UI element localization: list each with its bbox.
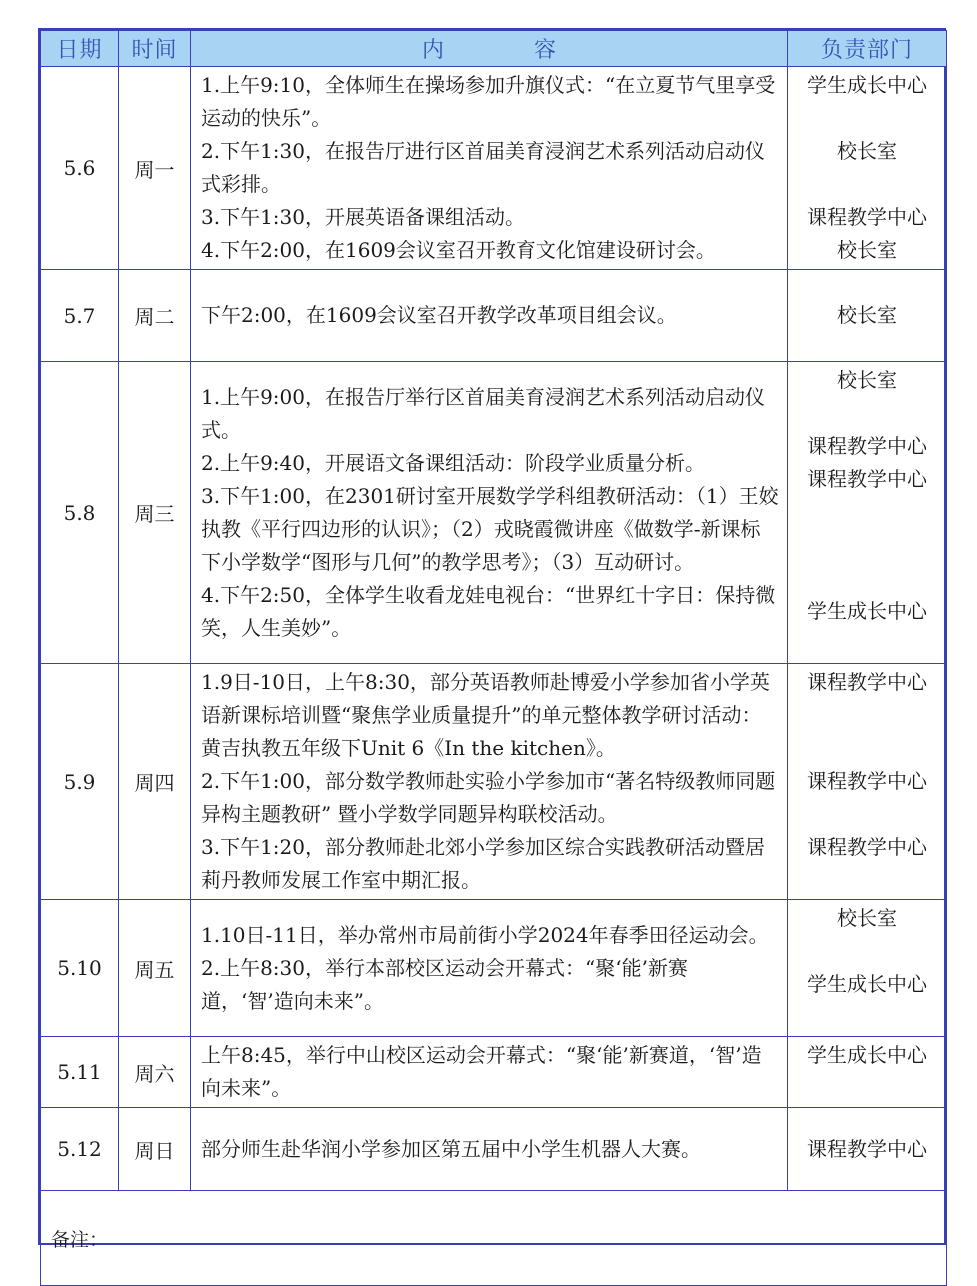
table-row xyxy=(41,1037,947,1108)
dept-spacer xyxy=(788,1001,946,1034)
row-content xyxy=(191,1037,788,1108)
dept-label: 学生成长中心 xyxy=(807,972,927,996)
list-item: 上午8:45，举行中山校区运动会开幕式：“聚‘能’新赛道，‘智’造向未来”。 xyxy=(201,1043,762,1100)
dept-label: 学生成长中心 xyxy=(807,1043,927,1067)
row-date: 5.9 xyxy=(41,664,119,900)
row-dept xyxy=(788,1037,947,1108)
list-item: 3.下午1:20，部分教师赴北郊小学参加区综合实践教研活动暨居莉丹教师发展工作室中期汇报。 xyxy=(201,835,765,892)
row-content xyxy=(191,362,788,664)
row-day: 周二 xyxy=(119,270,191,362)
table-row xyxy=(41,362,947,664)
dept-spacer xyxy=(788,102,946,135)
dept-spacer xyxy=(788,628,946,661)
list-item: 2.下午1:00，部分数学教师赴实验小学参加市“著名特级教师同题异构主题教研” 暨小学数学同题异构联校活动。 xyxy=(201,769,776,826)
dept-spacer xyxy=(788,935,946,968)
dept-label: 课程教学中心 xyxy=(807,467,927,491)
dept-label: 课程教学中心 xyxy=(807,1136,927,1161)
dept-label: 校长室 xyxy=(837,906,897,930)
list-item: 1.上午9:00，在报告厅举行区首届美育浸润艺术系列活动启动仪式。 xyxy=(201,384,765,442)
row-day: 周四 xyxy=(119,664,191,900)
row-date: 5.12 xyxy=(41,1108,119,1191)
row-dept xyxy=(788,67,947,270)
row-date: 5.8 xyxy=(41,362,119,664)
dept-spacer xyxy=(788,699,946,732)
row-content xyxy=(191,1108,788,1191)
header-row xyxy=(41,31,947,67)
row-day: 周一 xyxy=(119,67,191,270)
dept-spacer xyxy=(788,1072,946,1105)
dept-spacer xyxy=(788,397,946,430)
row-day: 周三 xyxy=(119,362,191,664)
row-dept xyxy=(788,1108,947,1191)
row-content xyxy=(191,664,788,900)
list-item: 4.下午2:00，在1609会议室召开教育文化馆建设研讨会。 xyxy=(201,238,716,262)
list-item: 3.下午1:00，在2301研讨室开展数学学科组教研活动：（1）王姣执教《平行四边形的认识》；（2）戎晓霞微讲座《做数学-新课标下小学数学“图形与几何”的教学思考》；（3）互动研讨。 xyxy=(201,483,779,574)
row-day: 周五 xyxy=(119,900,191,1037)
row-content xyxy=(191,270,788,362)
header-content: 内 容 xyxy=(191,31,788,67)
table-row xyxy=(41,664,947,900)
table-row xyxy=(41,270,947,362)
list-item: 2.下午1:30，在报告厅进行区首届美育浸润艺术系列活动启动仪式彩排。 xyxy=(201,139,765,196)
row-content xyxy=(191,900,788,1037)
row-date: 5.10 xyxy=(41,900,119,1037)
dept-label: 学生成长中心 xyxy=(807,599,927,623)
row-dept xyxy=(788,362,947,664)
list-item: 4.下午2:50，全体学生收看龙娃电视台：“世界红十字日：保持微笑，人生美妙”。 xyxy=(201,582,776,640)
list-item: 2.上午8:30，举行本部校区运动会开幕式：“聚‘能’新赛道，‘智’造向未来”。 xyxy=(201,955,688,1013)
dept-label: 学生成长中心 xyxy=(807,73,927,97)
dept-label: 课程教学中心 xyxy=(807,670,927,694)
table-row xyxy=(41,67,947,270)
list-item: 3.下午1:30，开展英语备课组活动。 xyxy=(201,205,525,229)
dept-spacer xyxy=(788,798,946,831)
dept-spacer xyxy=(788,496,946,529)
row-date: 5.6 xyxy=(41,67,119,270)
list-item: 1.上午9:10，全体师生在操场参加升旗仪式：“在立夏节气里享受运动的快乐”。 xyxy=(201,73,776,130)
list-item: 1.10日-11日，举办常州市局前街小学2024年春季田径运动会。 xyxy=(201,922,769,947)
dept-label: 课程教学中心 xyxy=(807,769,927,793)
dept-spacer xyxy=(788,562,946,595)
row-dept xyxy=(788,270,947,362)
table-row xyxy=(41,1108,947,1191)
schedule-table xyxy=(38,28,946,1251)
row-content xyxy=(191,67,788,270)
note-row xyxy=(41,1191,947,1286)
dept-label: 校长室 xyxy=(837,368,897,392)
dept-spacer xyxy=(788,168,946,201)
list-item: 2.上午9:40，开展语文备课组活动：阶段学业质量分析。 xyxy=(201,450,705,475)
list-item: 下午2:00，在1609会议室召开教学改革项目组会议。 xyxy=(201,303,677,327)
table-row xyxy=(41,900,947,1037)
row-dept xyxy=(788,664,947,900)
row-date: 5.11 xyxy=(41,1037,119,1108)
row-day: 周六 xyxy=(119,1037,191,1108)
dept-label: 课程教学中心 xyxy=(807,434,927,458)
header-date: 日期 xyxy=(41,31,119,67)
dept-spacer xyxy=(788,529,946,562)
row-date: 5.7 xyxy=(41,270,119,362)
row-day: 周日 xyxy=(119,1108,191,1191)
dept-label: 课程教学中心 xyxy=(807,205,927,229)
dept-label: 校长室 xyxy=(837,238,897,262)
dept-label: 校长室 xyxy=(837,303,897,327)
note-label: 备注： xyxy=(41,1191,947,1286)
row-dept xyxy=(788,900,947,1037)
list-item: 部分师生赴华润小学参加区第五届中小学生机器人大赛。 xyxy=(201,1136,701,1161)
header-time: 时间 xyxy=(119,31,191,67)
dept-spacer xyxy=(788,864,946,897)
dept-label: 校长室 xyxy=(837,139,897,163)
header-dept: 负责部门 xyxy=(788,31,947,67)
dept-label: 课程教学中心 xyxy=(807,835,927,859)
list-item: 1.9日-10日，上午8:30，部分英语教师赴博爱小学参加省小学英语新课标培训暨“聚焦学业质量提升”的单元整体教学研讨活动：黄吉执教五年级下Unit 6《In the kitchen》。 xyxy=(201,670,770,760)
dept-spacer xyxy=(788,732,946,765)
